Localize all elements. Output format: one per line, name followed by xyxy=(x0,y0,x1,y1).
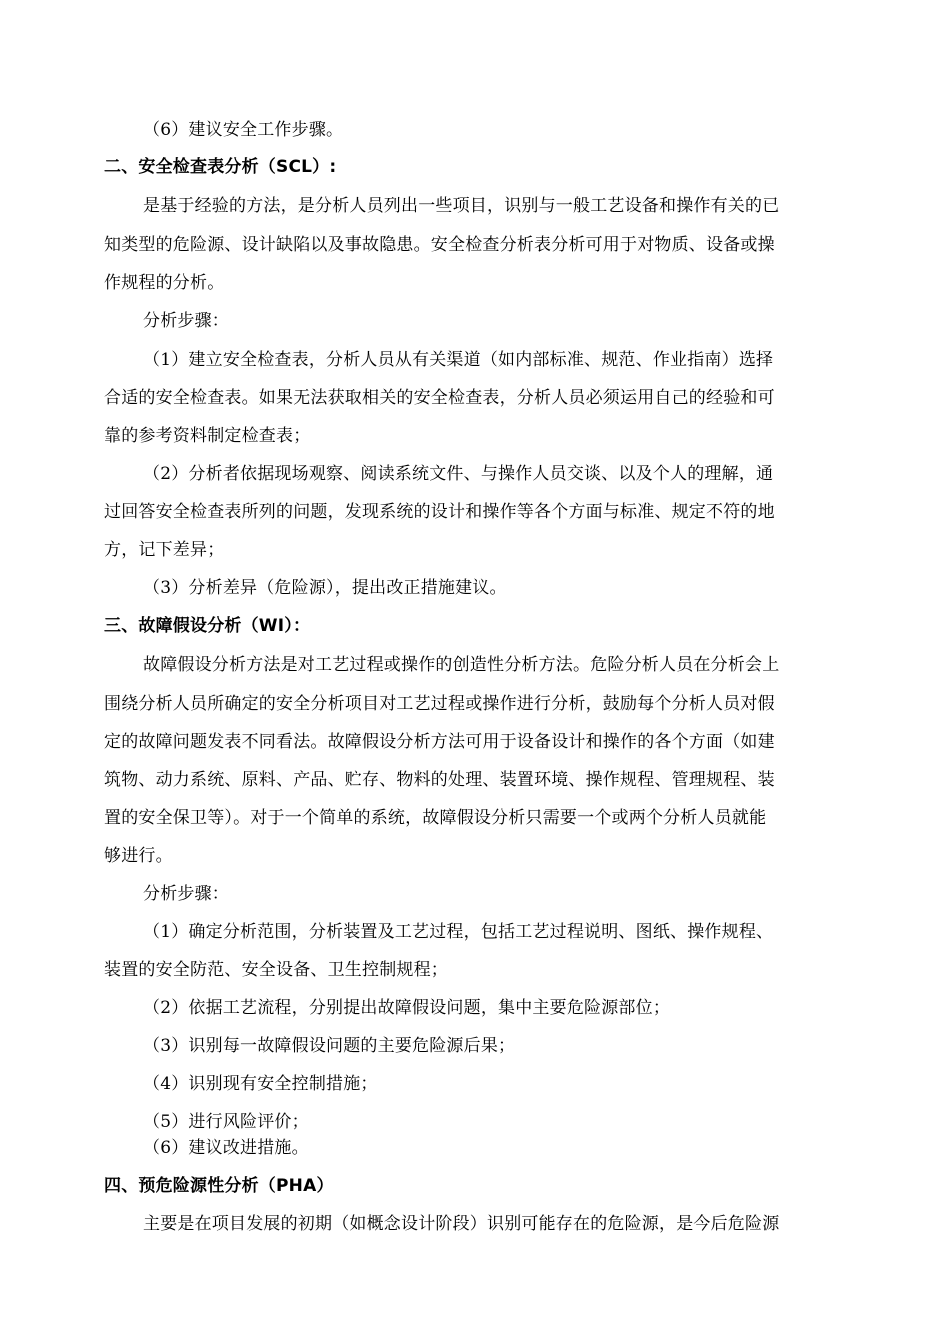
step-line: （2）依据工艺流程，分别提出故障假设问题，集中主要危险源部位； xyxy=(143,998,671,1018)
step-line: 过回答安全检查表所列的问题，发现系统的设计和操作等各个方面与标准、规定不符的地 xyxy=(104,502,775,522)
text-line: （6）建议安全工作步骤。 xyxy=(143,120,344,140)
step-line: 装置的安全防范、安全设备、卫生控制规程； xyxy=(104,960,448,980)
analysis-steps-label: 分析步骤： xyxy=(143,311,229,331)
step-line: （1）确定分析范围，分析装置及工艺过程，包括工艺过程说明、图纸、操作规程、 xyxy=(143,922,774,942)
paragraph-line: 故障假设分析方法是对工艺过程或操作的创造性分析方法。危险分析人员在分析会上 xyxy=(143,655,780,675)
paragraph-line: 作规程的分析。 xyxy=(104,273,225,293)
step-line: （3）识别每一故障假设问题的主要危险源后果； xyxy=(143,1036,516,1056)
section-heading-scl: 二、安全检查表分析（SCL）: xyxy=(104,157,337,177)
section-heading-wi: 三、故障假设分析（WI）： xyxy=(104,616,311,636)
step-line: 合适的安全检查表。如果无法获取相关的安全检查表，分析人员必须运用自己的经验和可 xyxy=(104,388,775,408)
paragraph-line: 够进行。 xyxy=(104,846,173,866)
step-line: （5）进行风险评价； xyxy=(143,1112,309,1132)
analysis-steps-label: 分析步骤： xyxy=(143,884,229,904)
step-line: （1）建立安全检查表，分析人员从有关渠道（如内部标准、规范、作业指南）选择 xyxy=(143,350,774,370)
step-line: （3）分析差异（危险源），提出改正措施建议。 xyxy=(143,578,507,598)
section-heading-pha: 四、预危险源性分析（PHA） xyxy=(104,1176,334,1196)
paragraph-line: 主要是在项目发展的初期（如概念设计阶段）识别可能存在的危险源，是今后危险源 xyxy=(143,1214,780,1234)
paragraph-line: 是基于经验的方法，是分析人员列出一些项目，识别与一般工艺设备和操作有关的已 xyxy=(143,196,780,216)
step-line: （4）识别现有安全控制措施； xyxy=(143,1074,378,1094)
step-line: 方，记下差异； xyxy=(104,540,225,560)
paragraph-line: 围绕分析人员所确定的安全分析项目对工艺过程或操作进行分析，鼓励每个分析人员对假 xyxy=(104,694,775,714)
step-line: （6）建议改进措施。 xyxy=(143,1138,309,1158)
paragraph-line: 知类型的危险源、设计缺陷以及事故隐患。安全检查分析表分析可用于对物质、设备或操 xyxy=(104,235,775,255)
step-line: （2）分析者依据现场观察、阅读系统文件、与操作人员交谈、以及个人的理解，通 xyxy=(143,464,774,484)
paragraph-line: 定的故障问题发表不同看法。故障假设分析方法可用于设备设计和操作的各个方面（如建 xyxy=(104,732,775,752)
paragraph-line: 置的安全保卫等）。对于一个简单的系统，故障假设分析只需要一个或两个分析人员就能 xyxy=(104,808,767,828)
step-line: 靠的参考资料制定检查表； xyxy=(104,426,311,446)
paragraph-line: 筑物、动力系统、原料、产品、贮存、物料的处理、装置环境、操作规程、管理规程、装 xyxy=(104,770,775,790)
